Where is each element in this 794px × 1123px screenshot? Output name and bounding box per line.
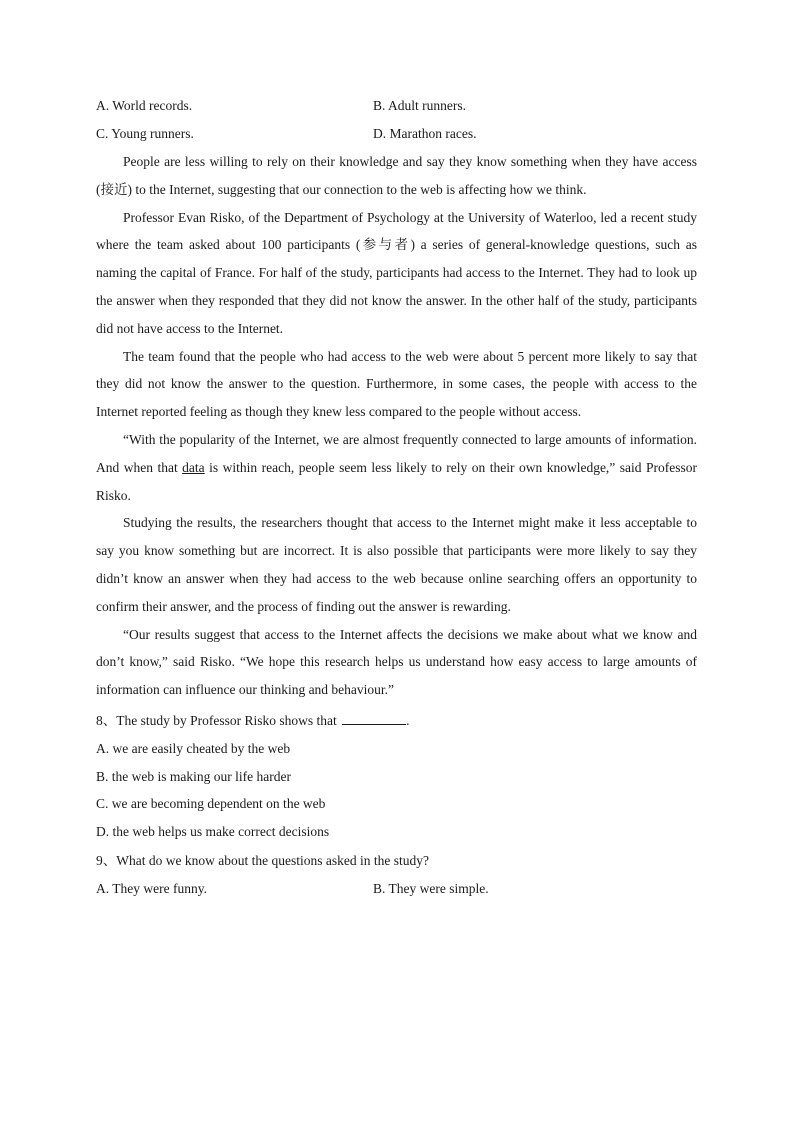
q7-option-b[interactable]: B. Adult runners. [373,98,466,113]
q7-options-row-1 [96,92,697,120]
question-8-end: . [406,712,410,728]
question-9-stem: 9、What do we know about the questions asked in the study? [96,852,429,868]
q9-option-a[interactable]: A. They were funny. [96,880,207,896]
q7-option-d[interactable]: D. Marathon races. [373,126,477,141]
q7-option-c[interactable]: C. Young runners. [96,126,194,141]
passage-paragraph-3: The team found that the people who had access to the web were about 5 percent more likely to say that they did not know the answer to the question. Furthermore, in some cases, the people with access to the Internet reported feeling as though they knew less compared to the people without access. [96,348,697,420]
q8-option-b[interactable]: B. the web is making our life harder [96,768,291,784]
paragraph-4-text-before: “With the popularity of the Internet, we are almost frequently connected to large amounts of information. And when that [96,431,697,475]
question-8-stem [96,706,697,735]
q7-option-a[interactable]: A. World records. [96,98,193,113]
q7-options-row-2 [96,120,697,148]
q8-option-d[interactable]: D. the web helps us make correct decisions [96,824,330,840]
q8-option-a[interactable]: A. we are easily cheated by the web [96,740,291,756]
document-page [96,92,697,903]
underlined-word-data: data [182,459,205,475]
answer-blank [342,712,406,725]
passage-paragraph-1: People are less willing to rely on their knowledge and say they know something when they have access (接近) to the Internet, suggesting that our connection to the web is affecting how we think. [96,154,697,197]
question-8-text: 8、The study by Professor Risko shows that [96,712,337,728]
q9-option-b[interactable]: B. They were simple. [373,880,489,896]
passage-paragraph-6: “Our results suggest that access to the Internet affects the decisions we make about what we know and don’t know,” said Risko. “We hope this research helps us understand how easy access to large amounts of information can influence our thinking and behaviour.” [96,626,697,698]
passage-paragraph-5: Studying the results, the researchers thought that access to the Internet might make it less acceptable to say you know something but are incorrect. It is also possible that participants were more likely to say they didn’t know an answer when they had access to the web because online searching offers an opportunity to confirm their answer, and the process of finding out the answer is rewarding. [96,515,697,614]
q8-option-c[interactable]: C. we are becoming dependent on the web [96,796,326,812]
q9-options-row-1 [96,875,697,903]
passage-paragraph-2: Professor Evan Risko, of the Department of Psychology at the University of Waterloo, led a recent study where the team asked about 100 participants (参与者) a series of general-knowledge questions, such as naming the capital of France. For half of the study, participants had access to the Internet. They had to look up the answer when they responded that they did not know the answer. In the other half of the study, participants did not have access to the Internet. [96,209,697,336]
passage-paragraph-4 [96,426,697,509]
paragraph-4-text-after: is within reach, people seem less likely to rely on their own knowledge,” said Professor Risko. [96,459,697,503]
